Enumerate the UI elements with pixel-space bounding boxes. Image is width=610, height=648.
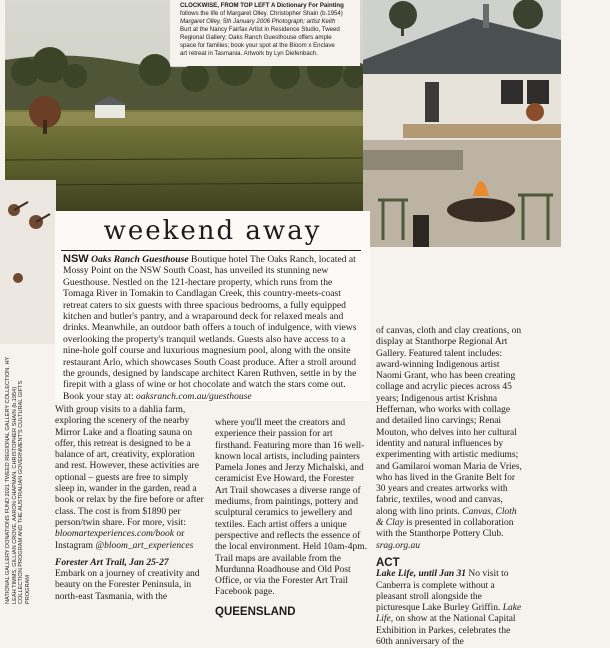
article-text: Boutique hotel The Oaks Ranch, located at Mossy Point on the NSW South Coast, has unveiled its stunning new Guesthouse. Nestled on the 121-hectare property, which runs from the Tomaga River in Tomakin to Candlagan Creek, this country-meets-coast retreat caters to six guests with three spacious bedrooms, a fully equipped kitchen and butler's pantry, and a wraparound deck for relaxed meals and drinks. Meanwhile, an outdoor bath offers a touch of indulgence, with views overlooking the property's tranquil wetlands. Guests also have access to a nine-hole golf course and luxurious magnesium pool, along with the onsite restaurant Arlo, which showcases South Coast produce. After a stroll around the grounds, designed by landscape architect Karen Ruthven, settle in by the firepit with a glass of wine or hot chocolate and watch the stars come out. Book your stay at: — [63, 254, 357, 402]
exhibition-title: Lake Life — [376, 603, 522, 625]
article-paragraph — [376, 326, 524, 552]
caption-line: Burt at the Nancy Fairfax Artist in Residence Studio, Tweed — [180, 26, 340, 33]
photo-caption — [170, 0, 360, 66]
caption-line: art retreat in Tasmania. Artwork by Lyn Diefenbach. — [180, 50, 318, 57]
column-3 — [376, 326, 524, 648]
caption-line: space for families; book your spot at the Bloom x Enclave — [180, 42, 335, 49]
column-1 — [55, 405, 207, 603]
event-subheading: Lake Life, until Jan 31 — [376, 569, 466, 580]
artwork-detail-photo — [0, 180, 56, 344]
weekend-away-box — [55, 211, 370, 401]
column-2 — [215, 418, 367, 618]
venue-name: Oaks Ranch Guesthouse — [91, 254, 189, 265]
web-link[interactable]: srag.org.au — [376, 540, 420, 551]
exhibition-title: Canvas, Cloth & Clay — [376, 506, 517, 529]
state-label: NSW — [63, 253, 89, 265]
section-title: weekend away — [103, 216, 322, 246]
paragraph-text: is presented in collaboration with the Stanthorpe Pottery Club. — [376, 518, 514, 540]
article-paragraph — [376, 569, 524, 648]
booking-link[interactable]: oaksranch.com.au/guesthouse — [136, 390, 252, 402]
event-subheading: Forester Art Trail, Jan 25-27 — [55, 557, 169, 568]
paragraph-text: , on show at the National Capital Exhibition in Parkes, celebrates the 60th anniversary of the — [376, 614, 516, 648]
region-heading: QUEENSLAND — [215, 605, 296, 618]
web-link[interactable]: bloomartexperiences.com/book — [55, 529, 174, 540]
article-paragraph: where you'll meet the creators and experience their passion for art firsthand. Featuring more than 16 well-known local artists, including painters Pamela Jones and Jerzy Michalski, and ceramicist Eve Howard, the Forester Art Trail showcases a diverse range of mediums, from paintings, pottery and sculptural ceramics to jewellery and textiles. Each artist offers a unique perspective and reflects the essence of the local environment. Held 10am-4pm. Trail maps are available from the Murdunna Roadhouse and Old Post Office, or via the Forester Art Trail Facebook page. — [215, 418, 367, 598]
article-paragraph — [55, 405, 207, 552]
vertical-photo-credit: NATIONAL GALLERY DONATIONS FUND 2021 TWEED REGIONAL GALLERY COLLECTION. HY LEAH TIMMS, GILLIAN CROVE, AARON CHAPMAN, CHRISTOPHER SHAIN (b.1954) COLLECTION PROGRAM AND THE AUSTRALIAN GOVERNMENT'S CULTURAL GIFTS PROGRAM — [5, 356, 31, 604]
caption-line: Regional Gallery; Oaks Ranch Guesthouse offers ample — [180, 34, 332, 41]
title-divider — [61, 250, 361, 251]
weekend-article — [63, 254, 363, 402]
region-heading: ACT — [376, 556, 400, 569]
instagram-link[interactable]: @bloom_art_experiences — [95, 540, 194, 551]
paragraph-text: or Instagram — [55, 529, 185, 551]
paragraph-text: With group visits to a dahlia farm, exploring the scenery of the nearby Mirror Lake and a floating sauna on offer, this retreat is designed to be a balance of art, creativity, exploration and rest. However, these activities are optional – guests are free to simply sleep in, wander in the garden, read a book or relax by the fire before or after class. The cost is from $1890 per person/twin share. For more, visit: — [55, 405, 204, 528]
guesthouse-photo — [363, 0, 561, 247]
caption-line: CLOCKWISE, FROM TOP LEFT A Dictionary For Painting — [180, 2, 344, 9]
paragraph-text: of canvas, cloth and clay creations, on display at Stanthorpe Regional Art Gallery. Featured talent includes: award-winning Indigenous artist Naomi Grant, who has been creating collage and acrylic pieces across 45 years; Indigenous artist Krishna Heffernan, who works with collage and detailed lino carvings; Renai Mouton, who delves into her cultural identity and natural influences by experimenting with artistic mediums; and Gamilaroi woman Maria de Vries, who has lived in the Granite Belt for 30 years and creates artworks with fabric, textiles, wood and canvas, along with lino prints. — [376, 326, 522, 517]
caption-line: follows the life of Margaret Olley. Christopher Shain (b.1954) — [180, 10, 343, 17]
paragraph-text: No visit to Canberra is complete without a pleasant stroll alongside the picturesque Lake Burley Griffin. — [376, 569, 509, 614]
article-paragraph: Embark on a journey of creativity and beauty on the Forester Peninsula, in north-east Tasmania, with the — [55, 569, 200, 602]
caption-line: Margaret Olley, 5th January 2006 Photograph; artist Keith — [180, 18, 336, 25]
